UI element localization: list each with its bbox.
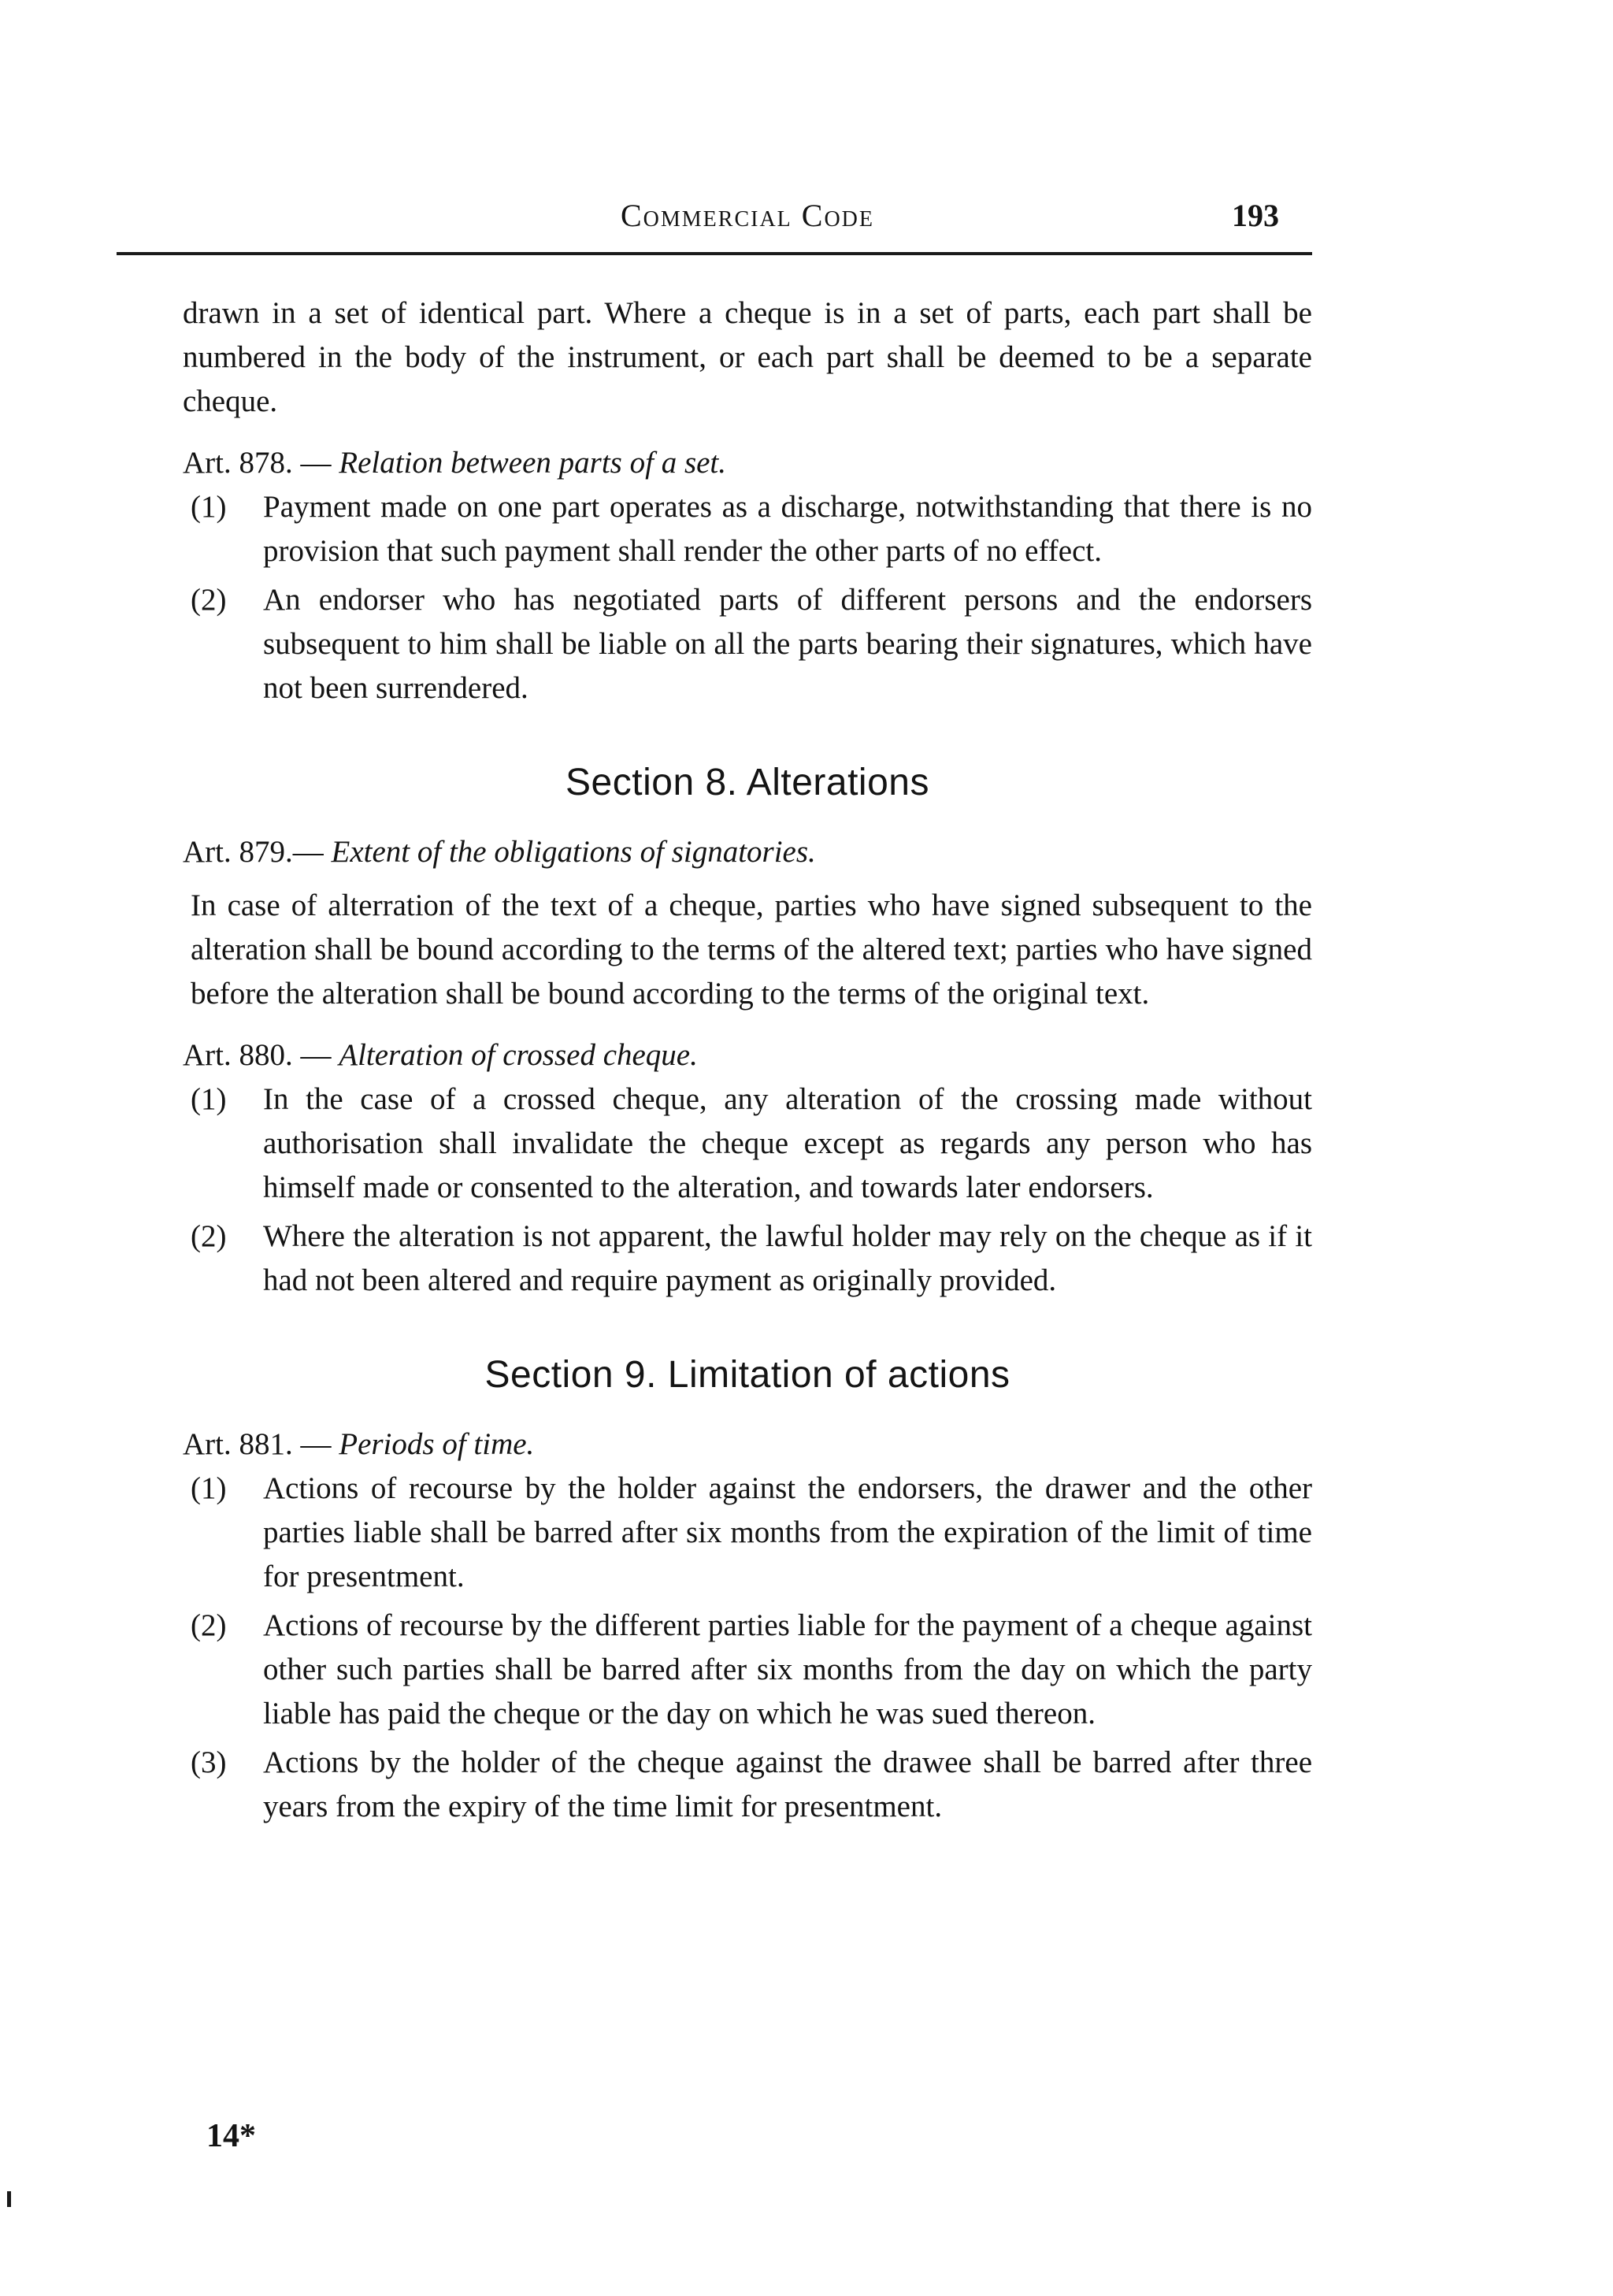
item-number: (1) (191, 1471, 227, 1505)
article-title: Extent of the obligations of signatories. (331, 835, 816, 869)
item-text: Where the alteration is not apparent, the lawful holder may rely on the cheque as if it had not been altered and require payment as originally provided. (263, 1219, 1312, 1297)
list-item (191, 1215, 1312, 1303)
list-item (191, 1078, 1312, 1210)
item-number: (2) (191, 583, 227, 617)
running-title: Commercial Code (620, 198, 875, 233)
item-number: (2) (191, 1219, 227, 1253)
item-text: Actions of recourse by the holder against the endorsers, the drawer and the other parties liable shall be barred after six months from the expiration of the limit of time for presentment. (263, 1471, 1312, 1593)
section-heading-9: Section 9. Limitation of actions (484, 1354, 1010, 1396)
page-number: 193 (1232, 198, 1279, 233)
article-number: Art. 881. — (183, 1427, 332, 1461)
article-heading-880 (183, 1033, 1312, 1078)
article-title: Alteration of crossed cheque. (339, 1038, 698, 1072)
item-number: (3) (191, 1745, 227, 1779)
list-item (191, 1604, 1312, 1736)
intro-paragraph: drawn in a set of identical part. Where a cheque is in a set of parts, each part shall be numbered in the body of the instrument, or each part shall be deemed to be a separate cheque. (183, 296, 1312, 418)
article-heading-878 (183, 441, 1312, 485)
item-text: In the case of a crossed cheque, any alteration of the crossing made without authorisation shall invalidate the cheque except as regards any person who has himself made or consented to the alteration, and towards later endorsers. (263, 1082, 1312, 1204)
article-heading-881 (183, 1422, 1312, 1467)
list-item (191, 578, 1312, 710)
article-heading-879 (183, 830, 1312, 874)
item-text: Payment made on one part operates as a discharge, notwithstanding that there is no provision that such payment shall render the other parts of no effect. (263, 490, 1312, 568)
scan-artifact (7, 2191, 11, 2207)
list-item (191, 1741, 1312, 1829)
article-title: Periods of time. (339, 1427, 535, 1461)
list-item (191, 485, 1312, 573)
item-text: Actions of recourse by the different parties liable for the payment of a cheque against other such parties shall be barred after six months from the day on which the party liable has paid the cheque or the day on which he was sued thereon. (263, 1608, 1312, 1730)
list-item (191, 1467, 1312, 1599)
item-text: An endorser who has negotiated parts of different persons and the endorsers subsequent to him shall be liable on all the parts bearing their signatures, which have not been surrendered. (263, 583, 1312, 705)
section-heading-8: Section 8. Alterations (565, 762, 929, 803)
header-rule (117, 252, 1312, 255)
running-header (183, 197, 1312, 244)
item-number: (1) (191, 490, 227, 524)
article-number: Art. 878. — (183, 446, 332, 480)
item-text: Actions by the holder of the cheque against the drawee shall be barred after three years from the expiry of the time limit for presentment. (263, 1745, 1312, 1823)
body-text (183, 291, 1312, 1829)
article-text: In case of alterration of the text of a cheque, parties who have signed subsequent to the alteration shall be bound according to the terms of the altered text; parties who have signed before the alteration shall be bound according to the terms of the original text. (191, 888, 1312, 1011)
item-number: (2) (191, 1608, 227, 1642)
signature-mark: 14* (206, 2118, 256, 2154)
article-number: Art. 879.— (183, 835, 324, 869)
item-number: (1) (191, 1082, 227, 1116)
article-title: Relation between parts of a set. (339, 446, 727, 480)
article-number: Art. 880. — (183, 1038, 332, 1072)
